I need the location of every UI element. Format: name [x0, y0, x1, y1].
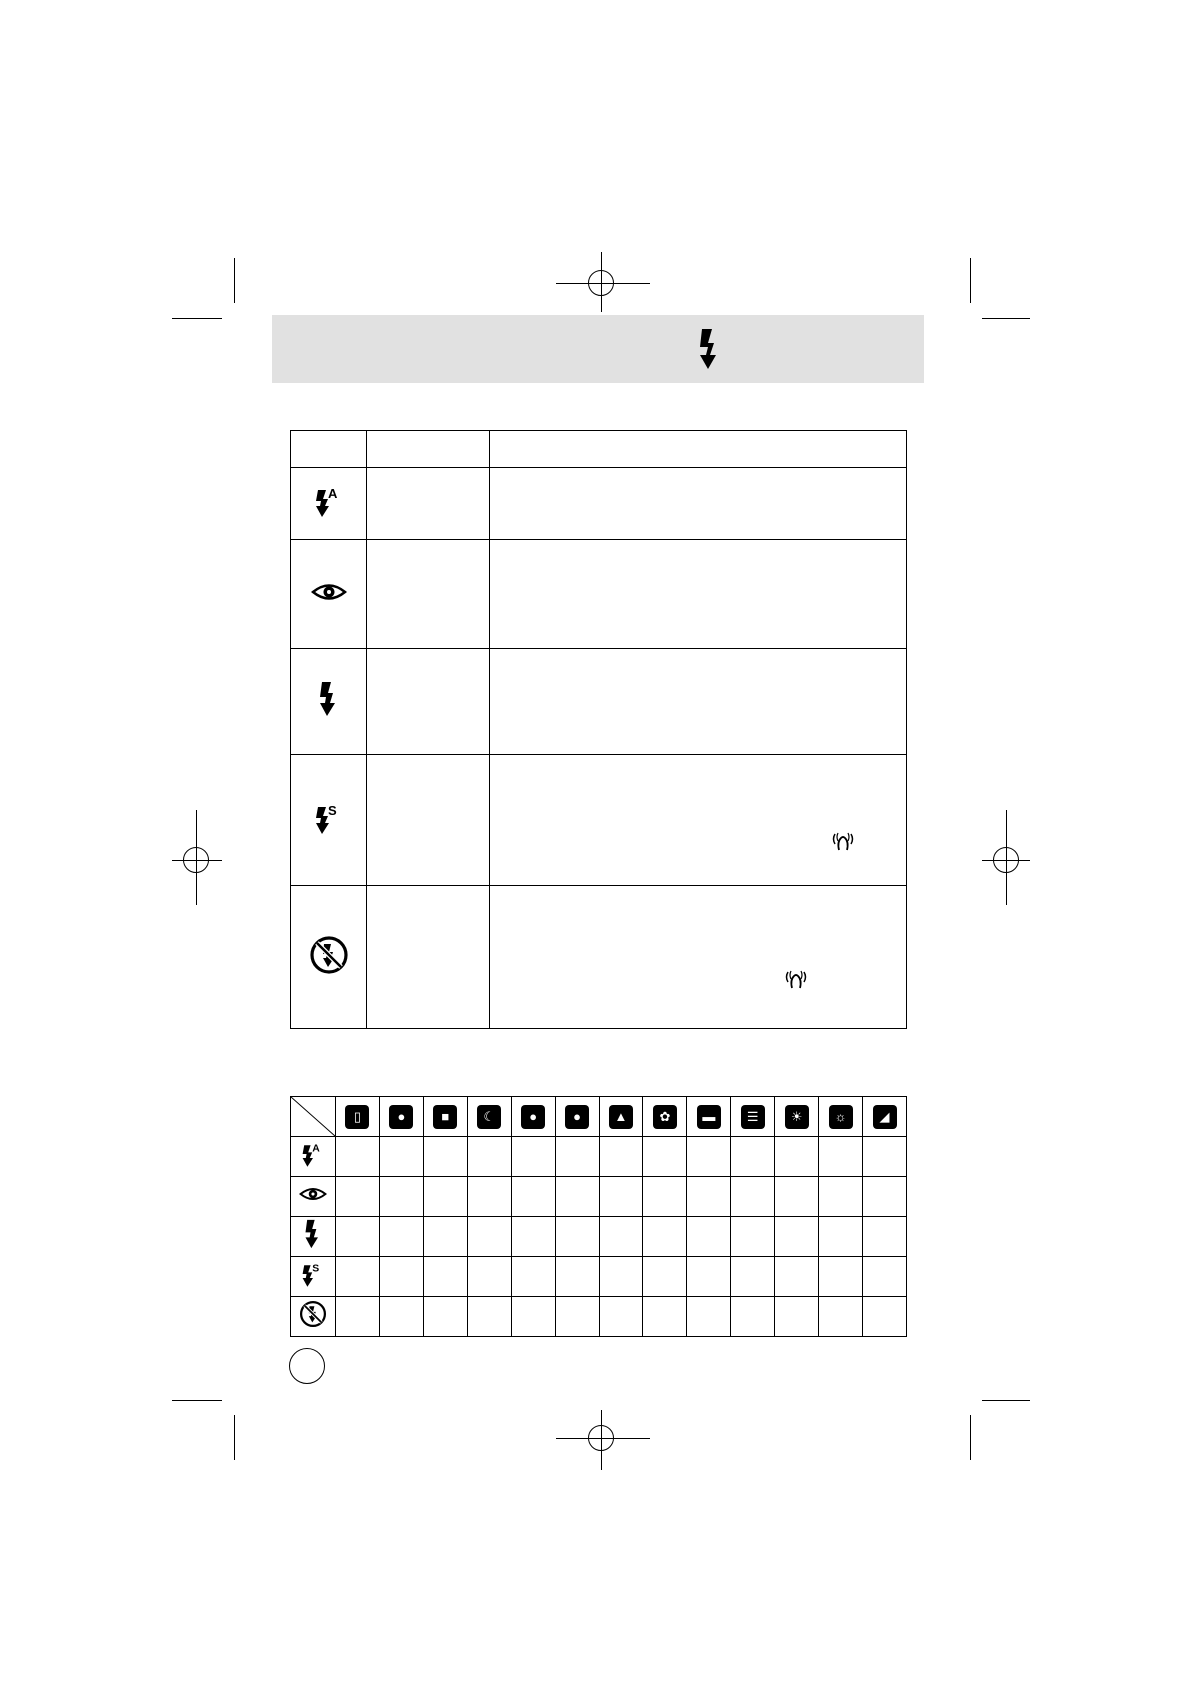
- beach-snow-icon: ◢: [873, 1105, 897, 1129]
- availability-cell: [819, 1137, 863, 1177]
- registration-mark: [601, 1410, 602, 1470]
- auto-icon: ●: [389, 1105, 413, 1129]
- column-header-description: [490, 431, 907, 468]
- red-eye-reduction-icon: [311, 581, 347, 603]
- availability-cell: [731, 1217, 775, 1257]
- availability-cell: [379, 1217, 423, 1257]
- fill-in-flash-icon: [303, 1219, 323, 1249]
- availability-cell: [863, 1217, 907, 1257]
- availability-cell: [599, 1257, 643, 1297]
- availability-cell: [511, 1137, 555, 1177]
- red-eye-reduction-icon: [299, 1185, 327, 1203]
- camera-shake-icon: [830, 830, 856, 854]
- portrait-icon: ●: [565, 1105, 589, 1129]
- flash-off-icon: [309, 935, 349, 975]
- availability-cell: [775, 1137, 819, 1177]
- availability-cell: [643, 1177, 687, 1217]
- availability-cell: [775, 1177, 819, 1217]
- availability-cell: [599, 1217, 643, 1257]
- availability-cell: [336, 1177, 380, 1217]
- availability-cell: [731, 1257, 775, 1297]
- table-row: [291, 468, 907, 540]
- mode-name: [367, 886, 490, 1029]
- availability-cell: [863, 1137, 907, 1177]
- availability-cell: [863, 1297, 907, 1337]
- availability-cell: [423, 1217, 467, 1257]
- column-header-mode: [367, 431, 490, 468]
- mode-name: [367, 540, 490, 649]
- availability-cell: [643, 1297, 687, 1337]
- mode-name: [367, 649, 490, 755]
- night-icon: ☾: [477, 1105, 501, 1129]
- availability-cell: [467, 1257, 511, 1297]
- crop-mark: [970, 1415, 971, 1460]
- availability-cell: [819, 1297, 863, 1337]
- page-number: [289, 1348, 325, 1384]
- availability-cell: [336, 1297, 380, 1337]
- registration-mark: [556, 283, 650, 284]
- mode-name: [367, 468, 490, 540]
- svg-text:S: S: [327, 802, 337, 818]
- availability-cell: [599, 1297, 643, 1337]
- registration-mark: [601, 252, 602, 312]
- table-row: [291, 1137, 907, 1177]
- svg-text:A: A: [327, 486, 337, 501]
- availability-cell: [643, 1217, 687, 1257]
- auto-flash-icon: [301, 1140, 325, 1168]
- mode-description: [490, 540, 907, 649]
- table-row: [291, 755, 907, 886]
- movie-icon: ▯: [345, 1105, 369, 1129]
- availability-cell: [511, 1177, 555, 1217]
- availability-cell: [731, 1297, 775, 1337]
- registration-mark: [1006, 810, 1007, 905]
- crop-mark: [982, 1400, 1030, 1401]
- availability-cell: [555, 1137, 599, 1177]
- availability-cell: [555, 1217, 599, 1257]
- availability-cell: [467, 1297, 511, 1337]
- availability-cell: [336, 1217, 380, 1257]
- availability-cell: [687, 1217, 731, 1257]
- crop-mark: [982, 318, 1030, 319]
- availability-cell: [775, 1217, 819, 1257]
- availability-cell: [467, 1217, 511, 1257]
- availability-cell: [379, 1297, 423, 1337]
- table-row: [291, 1177, 907, 1217]
- crop-mark: [970, 258, 971, 303]
- registration-mark: [556, 1438, 650, 1439]
- mode-description: [490, 649, 907, 755]
- section-header: [272, 315, 924, 383]
- availability-cell: [379, 1177, 423, 1217]
- table-header-row: [291, 431, 907, 468]
- crop-mark: [172, 318, 222, 319]
- availability-cell: [467, 1137, 511, 1177]
- availability-cell: [423, 1297, 467, 1337]
- availability-cell: [511, 1297, 555, 1337]
- diagonal-divider: [291, 1097, 335, 1136]
- slow-sync-icon: [301, 1260, 325, 1288]
- mode-description: [490, 755, 907, 886]
- table-row: [291, 540, 907, 649]
- availability-cell: [863, 1177, 907, 1217]
- availability-cell: [731, 1137, 775, 1177]
- fireworks-icon: ☼: [829, 1105, 853, 1129]
- availability-cell: [687, 1297, 731, 1337]
- flash-icon: [696, 327, 726, 371]
- camera-shake-icon: [783, 968, 809, 992]
- availability-cell: [687, 1257, 731, 1297]
- availability-cell: [599, 1177, 643, 1217]
- availability-cell: [467, 1177, 511, 1217]
- availability-cell: [775, 1297, 819, 1337]
- crop-mark: [234, 1415, 235, 1460]
- flash-mode-table: [290, 430, 907, 1029]
- cafe-icon: ☰: [741, 1105, 765, 1129]
- table-row: [291, 1297, 907, 1337]
- availability-cell: [555, 1177, 599, 1217]
- availability-cell: [643, 1137, 687, 1177]
- flash-off-icon: [299, 1300, 327, 1328]
- availability-cell: [599, 1137, 643, 1177]
- mode-name: [367, 755, 490, 886]
- registration-mark: [196, 810, 197, 905]
- fill-in-flash-icon: [317, 681, 341, 717]
- auto-flash-icon: [314, 484, 344, 518]
- table-row: [291, 1217, 907, 1257]
- availability-cell: [423, 1137, 467, 1177]
- registration-mark: [172, 860, 222, 861]
- landscape-icon: ▲: [609, 1105, 633, 1129]
- svg-text:A: A: [312, 1143, 320, 1155]
- corner-cell: [291, 1097, 336, 1137]
- availability-cell: [511, 1257, 555, 1297]
- availability-cell: [379, 1257, 423, 1297]
- availability-cell: [423, 1177, 467, 1217]
- mode-description: [490, 468, 907, 540]
- availability-cell: [511, 1217, 555, 1257]
- table-row: [291, 886, 907, 1029]
- availability-cell: [863, 1257, 907, 1297]
- availability-cell: [423, 1257, 467, 1297]
- crop-mark: [172, 1400, 222, 1401]
- availability-cell: [687, 1137, 731, 1177]
- slow-sync-icon: [314, 801, 344, 835]
- table-row: [291, 649, 907, 755]
- table-header-row: [291, 1097, 907, 1137]
- availability-cell: [819, 1217, 863, 1257]
- column-header-icon: [291, 431, 367, 468]
- flash-availability-table: [290, 1096, 907, 1337]
- availability-cell: [336, 1137, 380, 1177]
- crop-mark: [234, 258, 235, 303]
- availability-cell: [775, 1257, 819, 1297]
- availability-cell: [731, 1177, 775, 1217]
- availability-cell: [819, 1177, 863, 1217]
- sport-icon: ●: [521, 1105, 545, 1129]
- availability-cell: [643, 1257, 687, 1297]
- macro-icon: ✿: [653, 1105, 677, 1129]
- svg-text:S: S: [312, 1263, 320, 1275]
- availability-cell: [555, 1257, 599, 1297]
- table-row: [291, 1257, 907, 1297]
- availability-cell: [379, 1137, 423, 1177]
- availability-cell: [555, 1297, 599, 1337]
- mode-description: [490, 886, 907, 1029]
- availability-cell: [687, 1177, 731, 1217]
- backlight-icon: ☀: [785, 1105, 809, 1129]
- availability-cell: [819, 1257, 863, 1297]
- availability-cell: [336, 1257, 380, 1297]
- food-icon: ▬: [697, 1105, 721, 1129]
- program-icon: ■: [433, 1105, 457, 1129]
